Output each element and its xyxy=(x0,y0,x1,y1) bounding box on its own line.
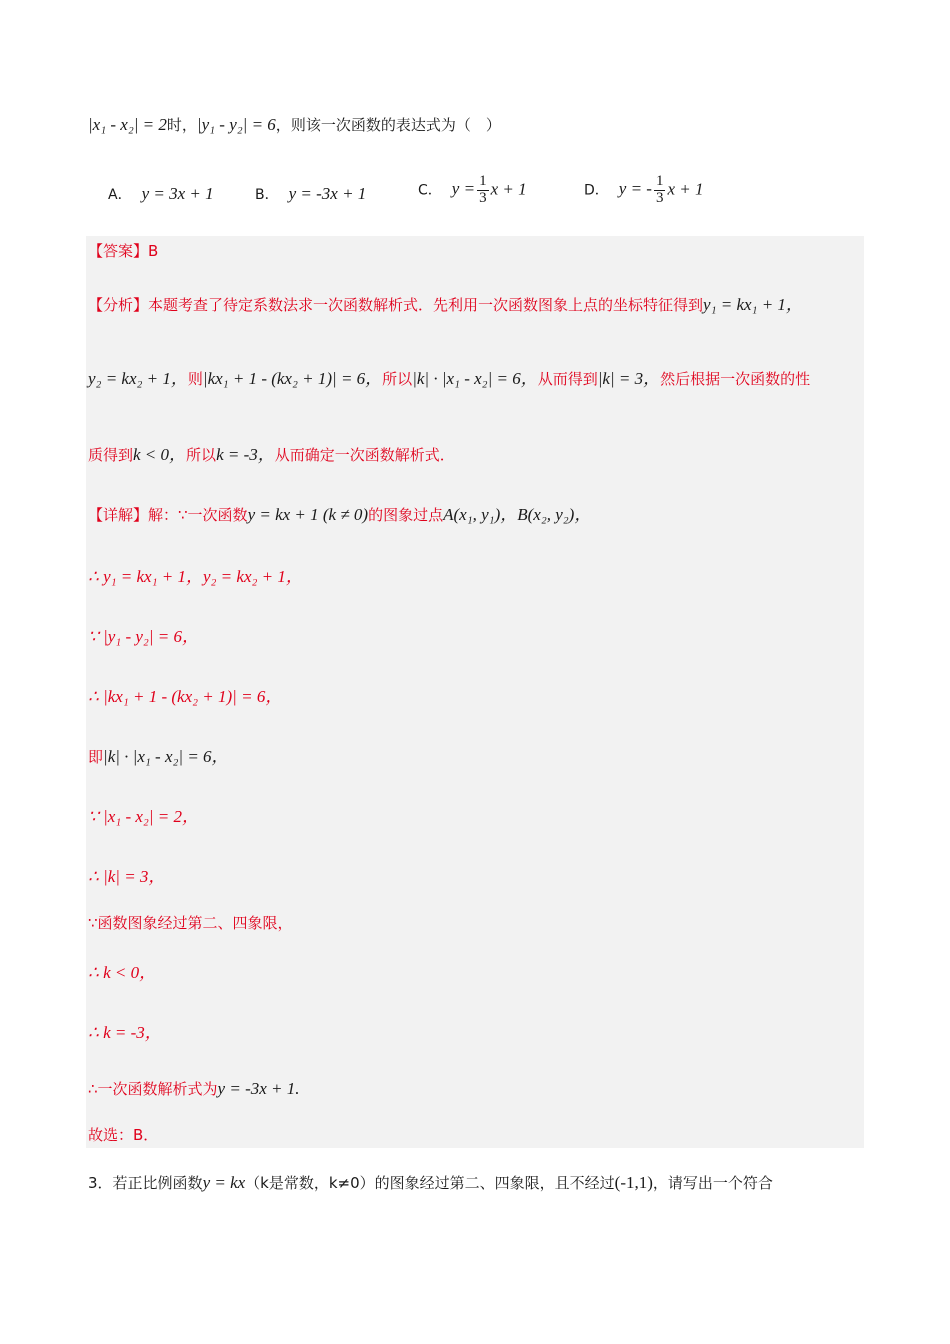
condition-y-diff: |y₁ - y₂| = 6 xyxy=(196,115,276,134)
answer-value: B xyxy=(148,242,159,260)
detail-step-10: ∴一次函数解析式为y = -3x + 1. xyxy=(88,1079,300,1098)
choice-b-letter: B． xyxy=(255,187,279,203)
condition-comma: ， xyxy=(275,116,291,134)
final-answer: 故选：B． xyxy=(88,1126,159,1144)
choice-d-fraction: $\frac{1}{3}$ xyxy=(655,173,664,206)
question-3-number: 3． xyxy=(88,1174,113,1192)
detail-tag: 【详解】 xyxy=(88,506,149,524)
detail-line-1: 【详解】解：∵一次函数y = kx + 1 (k ≠ 0)的图象过点A(x₁, y₁)，B(x₂, y₂)， xyxy=(88,505,592,524)
choice-c-prefix: y = xyxy=(451,179,476,199)
detail-step-7: ∵函数图象经过第二、四象限， xyxy=(88,914,293,932)
analysis-line-3: 质得到k < 0，所以k = -3，从而确定一次函数解析式． xyxy=(88,445,455,464)
question-condition-line xyxy=(88,114,501,135)
choice-a-expr: y = 3x + 1 xyxy=(141,184,214,203)
answer-line xyxy=(88,240,158,261)
question-3: 3．若正比例函数y = kx（k是常数，k≠0）的图象经过第二、四象限，且不经过(-1,1)，请写出一个符合 xyxy=(88,1173,773,1192)
choice-row xyxy=(0,173,950,224)
detail-step-1: ∴ y₁ = kx₁ + 1，y₂ = kx₂ + 1， xyxy=(88,567,303,586)
condition-shi: 时， xyxy=(166,116,197,134)
detail-step-4: 即|k| · |x₁ - x₂| = 6， xyxy=(88,747,229,766)
choice-a[interactable] xyxy=(108,184,214,204)
choice-a-letter: A． xyxy=(108,187,132,203)
choice-d[interactable] xyxy=(584,174,704,207)
analysis-line-2: y₂ = kx₂ + 1，则|kx₁ + 1 - (kx₂ + 1)| = 6，所以|k| · |x₁ - x₂| = 6，从而得到|k| = 3，然后根据一次函数的性 xyxy=(88,369,811,388)
detail-step-6: ∴ |k| = 3， xyxy=(88,867,166,886)
analysis-tag: 【分析】 xyxy=(88,296,149,314)
detail-step-2: ∵ |y₁ - y₂| = 6， xyxy=(88,627,199,646)
detail-step-9: ∴ k = -3， xyxy=(88,1023,162,1042)
choice-c-suffix: x + 1 xyxy=(490,179,527,199)
choice-b-expr: y = -3x + 1 xyxy=(288,184,367,203)
condition-x-diff: |x₁ - x₂| = 2 xyxy=(88,115,167,134)
choice-c-letter: C． xyxy=(418,182,442,199)
choice-d-letter: D． xyxy=(584,182,609,199)
choice-c[interactable] xyxy=(418,174,527,207)
analysis-line-1: 【分析】本题考查了待定系数法求一次函数解析式．先利用一次函数图象上点的坐标特征得到y₁ = kx₁ + 1， xyxy=(88,295,803,314)
solution-panel xyxy=(86,236,864,1148)
answer-tag: 【答案】 xyxy=(88,242,149,260)
choice-d-prefix: y = - xyxy=(618,179,652,199)
question-ask: 则该一次函数的表达式为（ ） xyxy=(290,116,501,134)
choice-d-suffix: x + 1 xyxy=(667,179,704,199)
detail-step-5: ∵ |x₁ - x₂| = 2， xyxy=(88,807,199,826)
choice-b[interactable] xyxy=(255,184,366,204)
choice-c-fraction: $\frac{1}{3}$ xyxy=(479,173,487,206)
detail-step-8: ∴ k < 0， xyxy=(88,963,157,982)
detail-step-3: ∴ |kx₁ + 1 - (kx₂ + 1)| = 6， xyxy=(88,687,283,706)
